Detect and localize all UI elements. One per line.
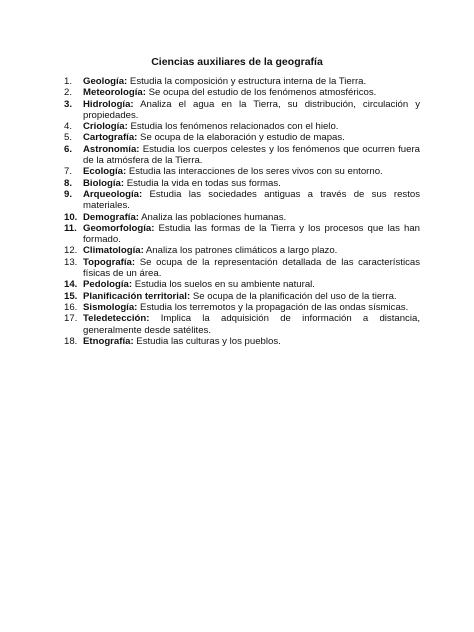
item-description: Estudia la vida en todas sus formas. xyxy=(124,177,281,189)
list-item xyxy=(64,76,420,87)
list-item xyxy=(64,212,420,223)
item-term: Planificación territorial: xyxy=(83,290,191,302)
item-term: Geología: xyxy=(83,76,128,87)
item-description: Estudia la composición y estructura interna de la Tierra. xyxy=(127,76,367,87)
list-item xyxy=(64,279,420,290)
item-number: 11. xyxy=(64,222,77,234)
item-term: Meteorología: xyxy=(83,87,146,99)
item-description: Estudia los fenómenos relacionados con el hielo. xyxy=(127,121,339,133)
item-description: Analiza el agua en la Tierra, su distribución, circulación y propiedades. xyxy=(83,98,420,121)
item-number: 17. xyxy=(64,313,78,325)
item-description: Analiza las poblaciones humanas. xyxy=(138,211,287,223)
item-description: Estudia los suelos en su ambiente natural. xyxy=(132,279,315,291)
item-number: 12. xyxy=(64,245,78,257)
list-item xyxy=(64,166,420,177)
item-number: 5. xyxy=(64,132,73,144)
item-term: Topografía: xyxy=(83,256,136,268)
item-text xyxy=(83,166,420,177)
item-text xyxy=(83,132,420,143)
list-item xyxy=(64,257,420,280)
item-term: Demografía: xyxy=(83,211,139,223)
item-description: Estudia los terremotos y la propagación de las ondas sísmicas. xyxy=(137,301,409,313)
list-item xyxy=(64,87,420,98)
item-description: Se ocupa del estudio de los fenómenos atmosféricos. xyxy=(145,87,377,99)
item-term: Sismología: xyxy=(83,301,138,313)
item-description: Estudia las formas de la Tierra y los procesos que las han formado. xyxy=(83,222,420,246)
item-number: 16. xyxy=(64,301,78,313)
item-number: 8. xyxy=(64,177,73,189)
item-number: 10. xyxy=(64,211,78,223)
item-text xyxy=(83,245,420,256)
page-title: Ciencias auxiliares de la geografía xyxy=(151,56,323,68)
list-item xyxy=(64,144,420,167)
item-number: 7. xyxy=(64,166,73,178)
item-text xyxy=(83,302,420,313)
list-item xyxy=(64,189,420,212)
item-number: 4. xyxy=(64,121,73,133)
item-text xyxy=(83,223,420,246)
item-text xyxy=(83,257,420,280)
item-text xyxy=(83,279,420,290)
item-term: Criología: xyxy=(83,121,128,133)
item-term: Ecología: xyxy=(83,166,127,178)
list-item xyxy=(64,291,420,302)
item-term: Teledetección: xyxy=(83,313,150,325)
item-term: Cartografía: xyxy=(83,132,138,144)
list-item xyxy=(64,178,420,189)
item-number: 6. xyxy=(64,143,73,155)
item-number: 14. xyxy=(64,279,78,291)
auxiliary-sciences-list xyxy=(64,76,420,347)
list-item xyxy=(64,99,420,122)
item-description: Estudia las sociedades antiguas a través de sus restos materiales. xyxy=(83,188,420,212)
item-text xyxy=(83,189,420,212)
item-text xyxy=(83,99,420,122)
item-description: Estudia las interacciones de los seres vivos con su entorno. xyxy=(126,166,383,178)
item-text xyxy=(83,313,420,336)
item-text xyxy=(83,291,420,302)
list-item xyxy=(64,245,420,256)
item-description: Analiza los patrones climáticos a largo plazo. xyxy=(143,245,338,257)
item-number: 1. xyxy=(64,76,73,87)
item-description: Se ocupa de la planificación del uso de la tierra. xyxy=(190,290,397,302)
item-number: 15. xyxy=(64,290,78,302)
item-number: 18. xyxy=(64,335,78,347)
list-item xyxy=(64,223,420,246)
item-text xyxy=(83,178,420,189)
item-text xyxy=(83,76,420,87)
item-text xyxy=(83,121,420,132)
list-item xyxy=(64,336,420,347)
item-text xyxy=(83,336,420,347)
list-item xyxy=(64,302,420,313)
item-number: 2. xyxy=(64,87,73,99)
item-description: Se ocupa de la elaboración y estudio de mapas. xyxy=(137,132,345,144)
item-description: Se ocupa de la representación detallada de las características físicas de un área. xyxy=(83,256,420,280)
item-term: Pedología: xyxy=(83,279,133,291)
item-number: 3. xyxy=(64,98,73,110)
item-term: Biología: xyxy=(83,177,125,189)
item-term: Astronomía: xyxy=(83,143,140,155)
item-term: Arqueología: xyxy=(83,188,143,200)
item-description: Estudia las culturas y los pueblos. xyxy=(133,335,281,347)
item-term: Geomorfología: xyxy=(83,222,155,234)
item-description: Estudia los cuerpos celestes y los fenómenos que ocurren fuera de la atmósfera de la Tierra. xyxy=(83,143,420,167)
item-text xyxy=(83,144,420,167)
item-term: Etnografía: xyxy=(83,335,134,347)
item-text xyxy=(83,87,420,98)
item-number: 13. xyxy=(64,256,78,268)
item-number: 9. xyxy=(64,188,73,200)
list-item xyxy=(64,132,420,143)
item-term: Climatología: xyxy=(83,245,144,257)
item-text xyxy=(83,212,420,223)
list-item xyxy=(64,121,420,132)
list-item xyxy=(64,313,420,336)
item-term: Hidrología: xyxy=(83,98,134,110)
item-description: Implica la adquisición de información a distancia, generalmente desde satélites. xyxy=(83,313,420,336)
